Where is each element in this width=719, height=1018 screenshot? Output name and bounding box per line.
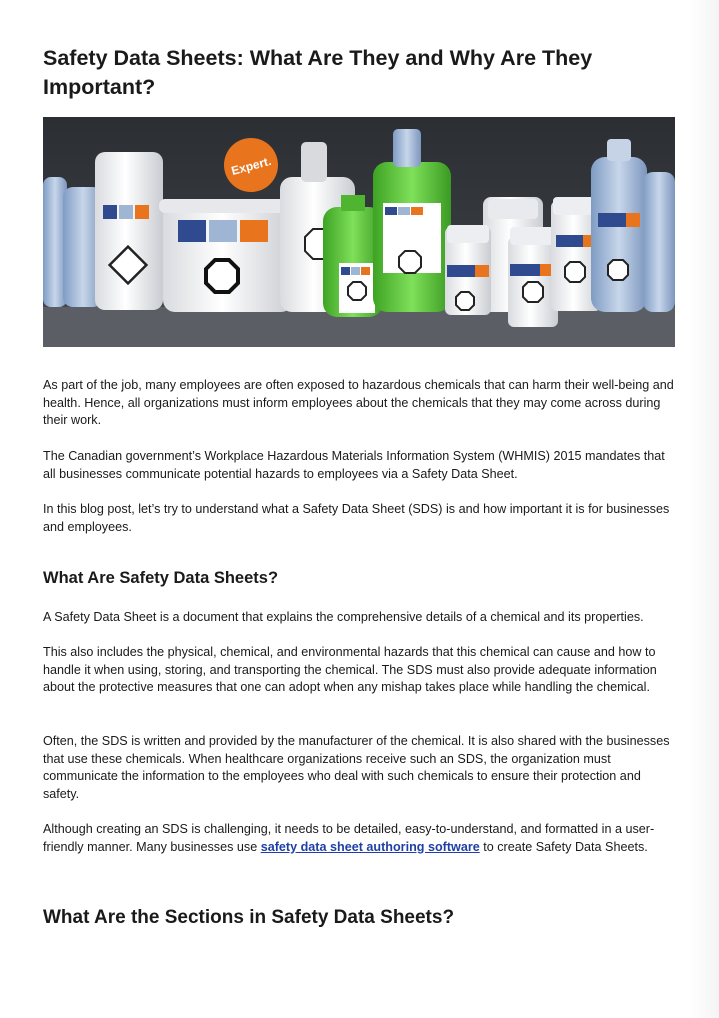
article-title: Safety Data Sheets: What Are They and Why Are They Important? [43,46,593,99]
section1-paragraph-2: This also includes the physical, chemical, and environmental hazards that this chemical can cause and how to handle it when using, storing, and transporting the chemical. The SDS must also provide adequate information about the protective measures that one can adopt when any mishap takes place while handling the chemical. [43,645,657,695]
intro-paragraph-2: The Canadian government’s Workplace Hazardous Materials Information System (WHMIS) 2015 mandates that all businesses communicate potential hazards to employees via a Safety Data Sheet. [43,449,665,481]
section-heading-sds-sections: What Are the Sections in Safety Data Sheets? [43,907,455,928]
paragraph-text-after-link: to create Safety Data Sheets. [479,839,648,854]
page-edge-shadow [689,0,719,1018]
intro-paragraph-3: In this blog post, let’s try to understand what a Safety Data Sheet (SDS) is and how important it is for businesses and employees. [43,502,670,534]
section1-paragraph-1: A Safety Data Sheet is a document that explains the comprehensive details of a chemical and its properties. [43,610,644,624]
hero-image [43,117,675,347]
chemical-containers-illustration [43,117,675,347]
expert-badge-text: Expert. [229,153,273,178]
paragraph-text-before-link: Although creating an SDS is challenging, it needs to be detailed, easy-to-understand, and formatted in a user-friendly manner. Many businesses use [43,822,655,854]
section1-paragraph-4 [43,821,679,856]
sds-authoring-software-link[interactable]: safety data sheet authoring software [260,839,480,854]
section-heading-what-are-sds: What Are Safety Data Sheets? [43,569,279,587]
expert-badge [224,138,278,192]
intro-paragraph-1: As part of the job, many employees are often exposed to hazardous chemicals that can harm their well-being and health. Hence, all organizations must inform employees about the chemicals that they may come across during their work. [43,378,674,428]
section1-paragraph-3: Often, the SDS is written and provided by the manufacturer of the chemical. It is also shared with the businesses that use these chemicals. When healthcare organizations receive such an SDS, the organization must communicate the information to the employees who deal with such chemicals to ensure their protection and safety. [43,734,670,801]
